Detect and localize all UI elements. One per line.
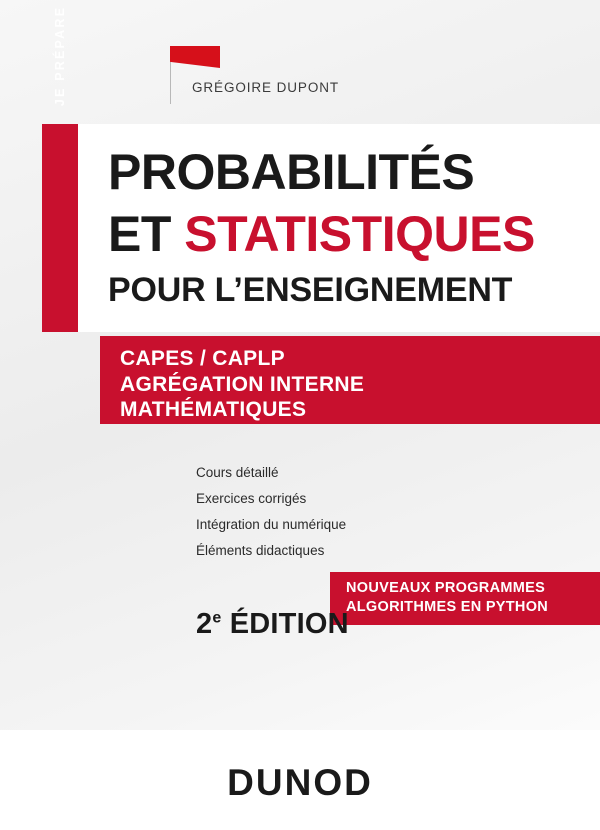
highlight-line-1: NOUVEAUX PROGRAMMES [346, 580, 546, 596]
bottom-bar [0, 824, 600, 830]
publisher-logo: DUNOD [227, 762, 373, 803]
list-item: Exercices corrigés [196, 491, 307, 506]
highlight-badge [330, 572, 600, 625]
edition-word: ÉDITION [229, 608, 349, 640]
author-name: GRÉGOIRE DUPONT [192, 80, 340, 95]
edition-suffix: e [212, 609, 222, 627]
title-line-2-prefix: ET [108, 206, 185, 262]
features-list [196, 460, 526, 564]
series-tab-label: JE PRÉPARE [53, 5, 67, 107]
list-item: Éléments didactiques [196, 543, 325, 558]
edition-number: 2 [196, 608, 213, 640]
highlight-line-2: ALGORITHMES EN PYTHON [346, 599, 549, 615]
title-line-2 [108, 208, 535, 260]
list-item: Cours détaillé [196, 465, 279, 480]
title-line-3: POUR L’ENSEIGNEMENT [108, 271, 513, 309]
subtitle-line-1: CAPES / CAPLP [120, 347, 285, 370]
subtitle-line-2: AGRÉGATION INTERNE [120, 372, 365, 396]
subtitle-text [120, 346, 364, 423]
title-line-1: PROBABILITÉS [108, 144, 475, 200]
title-line-2-accent: STATISTIQUES [184, 206, 535, 262]
list-item: Intégration du numérique [196, 517, 347, 532]
edition-label [196, 608, 349, 641]
subtitle-line-3: MATHÉMATIQUES [120, 398, 307, 421]
